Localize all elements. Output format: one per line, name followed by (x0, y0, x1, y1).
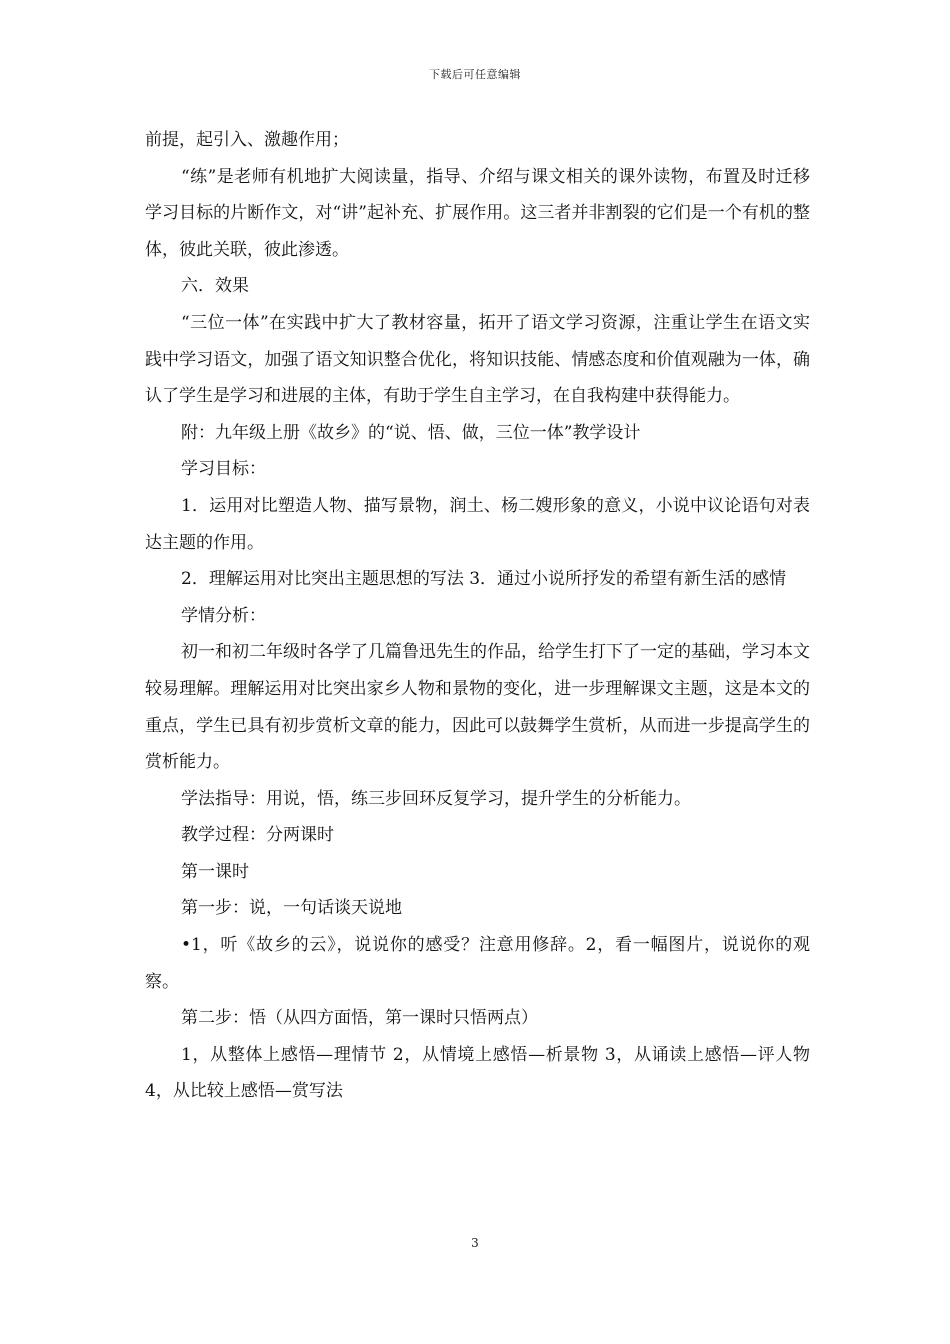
subheading-learning-analysis: 学情分析： (181, 605, 266, 626)
section-heading: 六．效果 (181, 276, 249, 297)
step-heading: 第二步：悟（从四方面悟，第一课时只悟两点） (181, 1008, 538, 1029)
list-item: 1，从整体上感悟—理情节 2，从情境上感悟—析景物 3，从诵读上感悟—评人物 4，从比较上感悟—赏写法 (145, 1044, 810, 1102)
paragraph: 初一和初二年级时各学了几篇鲁迅先生的作品，给学生打下了一定的基础，学习本文较易理解。理解运用对比突出家乡人物和景物的变化，进一步理解课文主题，这是本文的重点，学生已具有初步赏析文章的能力，因此可以鼓舞学生赏析，从而进一步提高学生的赏析能力。 (145, 642, 810, 773)
paragraph: 学法指导：用说，悟，练三步回环反复学习，提升学生的分析能力。 (181, 788, 691, 809)
paragraph: 教学过程：分两课时 (181, 825, 334, 846)
list-item: 2．理解运用对比突出主题思想的写法 3．通过小说所抒发的希望有新生活的感情 (181, 569, 787, 590)
subheading-learning-goals: 学习目标： (181, 459, 266, 480)
list-item: 1．运用对比塑造人物、描写景物，润土、杨二嫂形象的意义，小说中议论语句对表达主题的作用。 (145, 495, 810, 553)
paragraph: “三位一体”在实践中扩大了教材容量，拓开了语文学习资源，注重让学生在语文实践中学习语文，加强了语文知识整合优化，将知识技能、情感态度和价值观融为一体，确认了学生是学习和进展的主体，有助于学生自主学习，在自我构建中获得能力。 (145, 312, 810, 407)
list-item: •1，听《故乡的云》，说说你的感受？注意用修辞。2，看一幅图片，说说你的观察。 (145, 935, 810, 992)
header-note: 下载后可任意编辑 (429, 68, 521, 81)
page-number: 3 (471, 1236, 479, 1250)
document-body (145, 122, 810, 1110)
paragraph: “练”是老师有机地扩大阅读量，指导、介绍与课文相关的课外读物，布置及时迁移学习目标的片断作文，对“讲”起补充、扩展作用。这三者并非割裂的它们是一个有机的整体，彼此关联，彼此渗透。 (145, 166, 810, 260)
paragraph: 前提，起引入、激趣作用； (145, 130, 349, 150)
step-heading: 第一步：说，一句话谈天说地 (181, 898, 402, 919)
subheading-first-lesson: 第一课时 (181, 861, 249, 882)
appendix-title: 附：九年级上册《故乡》的“说、悟、做，三位一体”教学设计 (181, 422, 641, 443)
